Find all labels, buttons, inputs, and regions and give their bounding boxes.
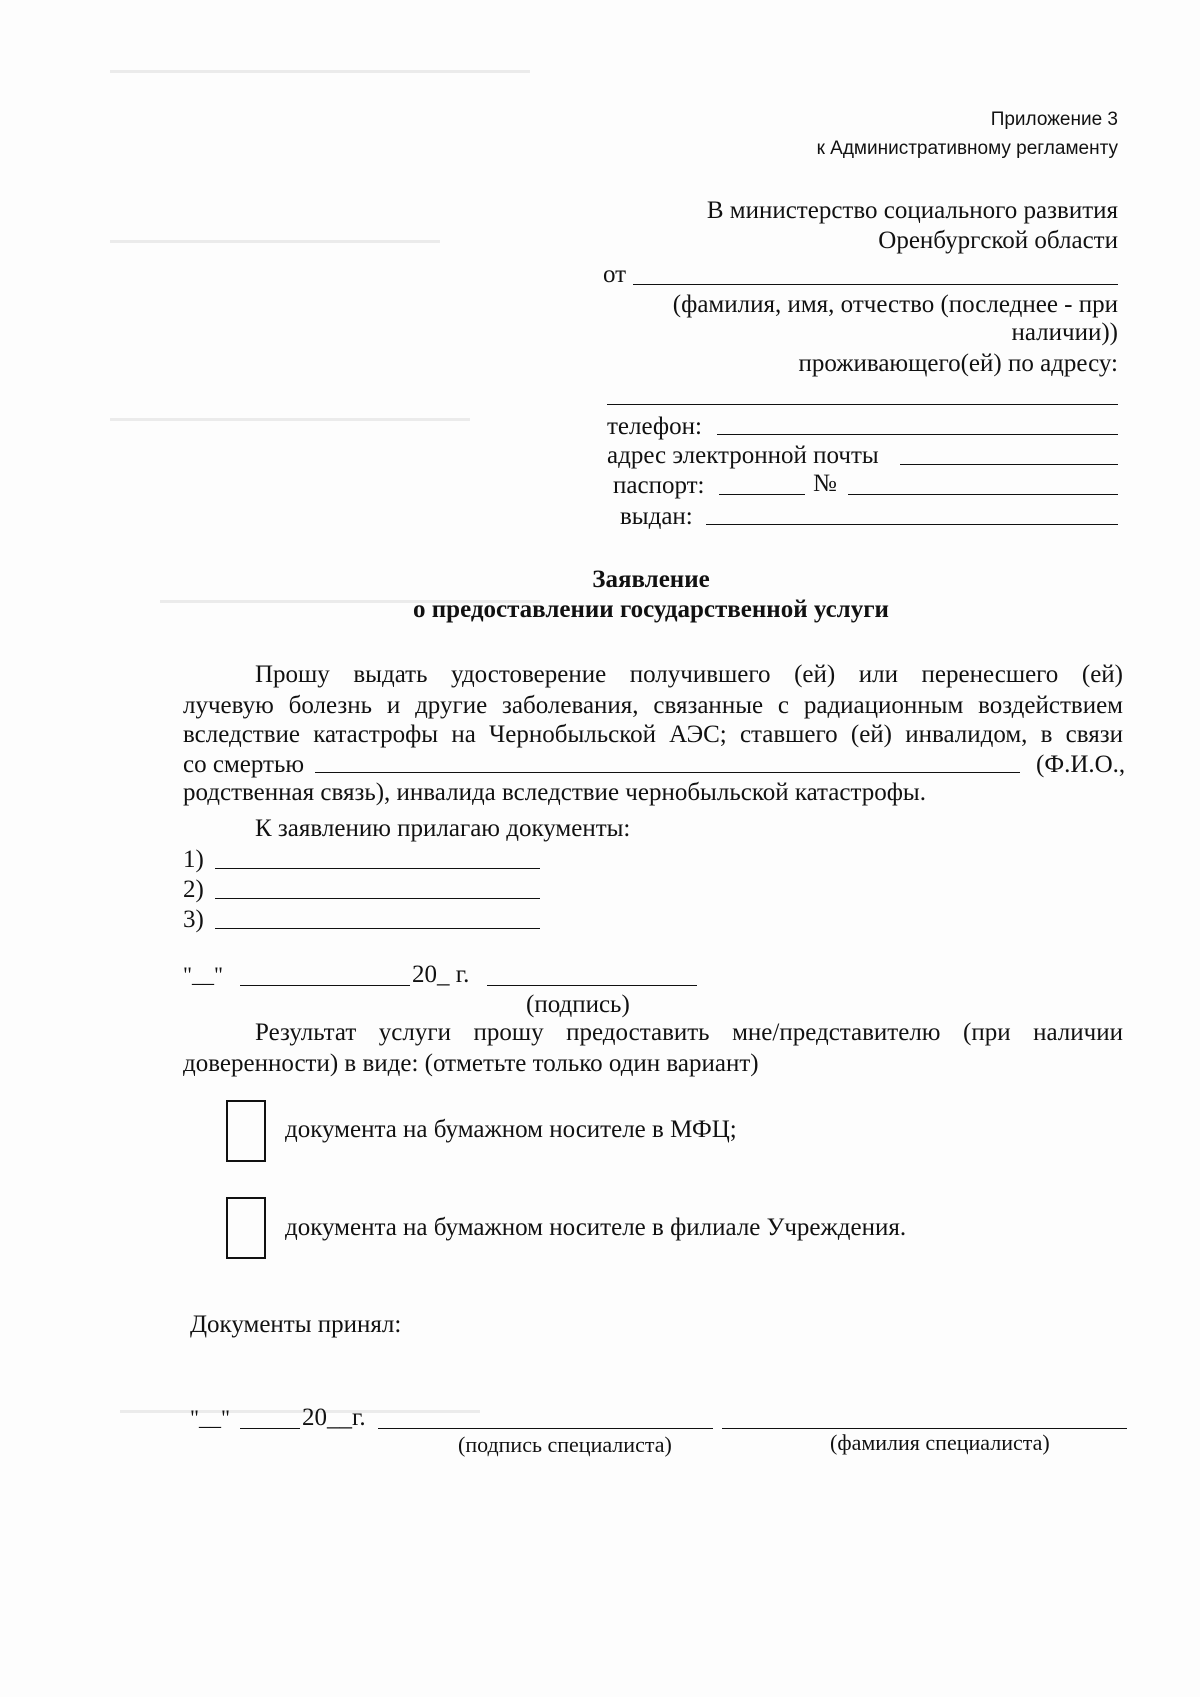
email-label: адрес электронной почты: [607, 442, 879, 469]
from-fio-line[interactable]: [633, 284, 1118, 285]
issued-line[interactable]: [706, 524, 1118, 525]
from-label: от: [603, 261, 627, 288]
attachment-line-1[interactable]: [215, 868, 540, 869]
attachment-number-1: 1): [183, 846, 204, 873]
specialist-name-hint: (фамилия специалиста): [830, 1430, 1050, 1455]
signature-line[interactable]: [487, 985, 697, 986]
footer-date-year: 20__г.: [302, 1404, 366, 1431]
scan-artifact: [120, 1410, 480, 1413]
fio-hint-line2: наличии)): [1011, 319, 1118, 346]
specialist-signature-hint: (подпись специалиста): [458, 1432, 672, 1457]
recipient-ministry: В министерство социального развития: [706, 197, 1118, 224]
request-text-death-label: со смертью: [183, 751, 305, 778]
scan-artifact: [110, 240, 440, 243]
specialist-signature-line[interactable]: [378, 1428, 713, 1429]
recipient-region: Оренбургской области: [878, 227, 1118, 254]
date-quotes: "__": [183, 962, 223, 987]
date-year: 20_ г.: [412, 961, 470, 988]
scan-artifact: [110, 70, 530, 73]
option-mfc-label: документа на бумажном носителе в МФЦ;: [285, 1116, 737, 1143]
appendix-reference: к Административному регламенту: [816, 138, 1118, 159]
option-branch-checkbox[interactable]: [226, 1197, 266, 1259]
issued-label: выдан:: [620, 503, 693, 530]
passport-number-line[interactable]: [848, 494, 1118, 495]
scan-artifact: [110, 418, 470, 421]
request-text-fio-hint: (Ф.И.О.,: [1036, 751, 1126, 778]
footer-date-month-line[interactable]: [240, 1428, 300, 1429]
date-month-line[interactable]: [240, 985, 410, 986]
document-title: Заявление: [592, 566, 710, 593]
passport-label: паспорт:: [613, 472, 705, 499]
fio-hint-line1: (фамилия, имя, отчество (последнее - при: [672, 291, 1118, 318]
option-branch-label: документа на бумажном носителе в филиале Учреждения.: [285, 1214, 907, 1241]
email-line[interactable]: [900, 464, 1118, 465]
result-text-line2: доверенности) в виде: (отметьте только один вариант): [183, 1050, 759, 1077]
phone-line[interactable]: [717, 434, 1118, 435]
attachment-number-3: 3): [183, 906, 204, 933]
signature-hint: (подпись): [526, 991, 630, 1018]
attachment-line-2[interactable]: [215, 898, 540, 899]
address-label: проживающего(ей) по адресу:: [798, 350, 1118, 377]
request-text-line3: вследствие катастрофы на Чернобыльской АЭС; ставшего (ей) инвалидом, в связи: [183, 721, 1123, 748]
request-text-line1: Прошу выдать удостоверение получившего (ей) или перенесшего (ей): [255, 661, 1123, 688]
attachment-number-2: 2): [183, 876, 204, 903]
passport-number-sign: №: [813, 470, 837, 497]
documents-accepted-label: Документы принял:: [190, 1311, 402, 1338]
appendix-number: Приложение 3: [990, 109, 1118, 130]
phone-label: телефон:: [607, 413, 702, 440]
option-mfc-checkbox[interactable]: [226, 1100, 266, 1162]
request-text-line5: родственная связь), инвалида вследствие чернобыльской катастрофы.: [183, 779, 926, 806]
attachments-intro: К заявлению прилагаю документы:: [255, 815, 631, 842]
deceased-fio-line[interactable]: [315, 772, 1020, 773]
attachment-line-3[interactable]: [215, 928, 540, 929]
footer-date-quotes: "__": [190, 1405, 230, 1430]
address-line[interactable]: [607, 404, 1118, 405]
passport-series-line[interactable]: [719, 494, 805, 495]
result-text-line1: Результат услуги прошу предоставить мне/представителю (при наличии: [255, 1019, 1123, 1046]
request-text-line2: лучевую болезнь и другие заболевания, связанные с радиационным воздействием: [183, 692, 1123, 719]
document-subtitle: о предоставлении государственной услуги: [413, 596, 889, 623]
